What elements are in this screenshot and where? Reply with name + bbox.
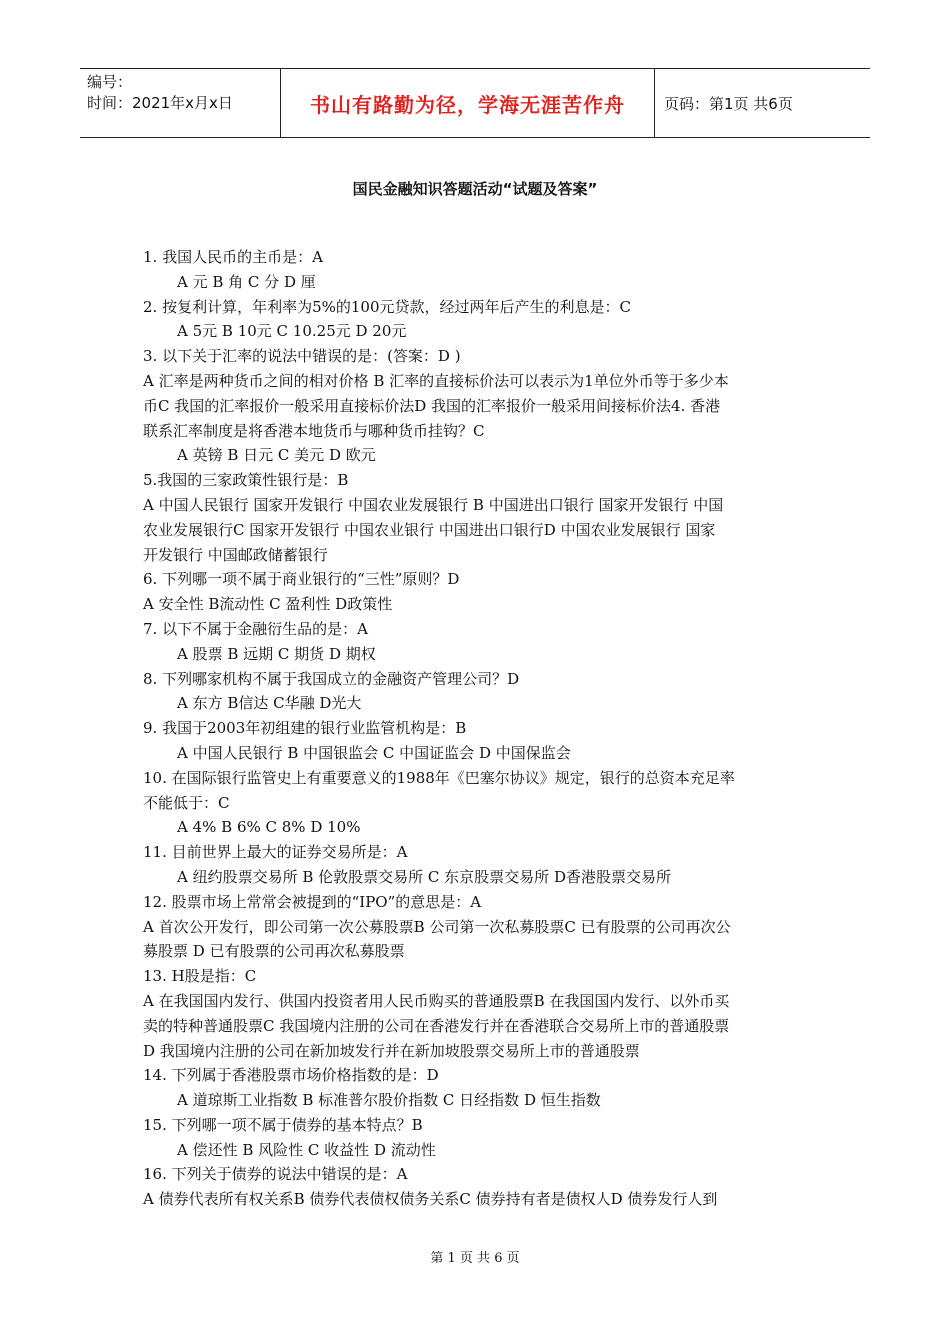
text-line: A 4% B 6% C 8% D 10%: [177, 818, 361, 837]
text-line: A 东方 B信达 C华融 D光大: [177, 694, 362, 713]
text-line: A 纽约股票交易所 B 伦敦股票交易所 C 东京股票交易所 D香港股票交易所: [177, 867, 671, 886]
text-line: 1. 我国人民币的主币是：A: [143, 248, 323, 266]
header-motto: 书山有路勤为径，学海无涯苦作舟: [310, 92, 625, 117]
text-line: A 5元 B 10元 C 10.25元 D 20元: [177, 322, 407, 341]
text-line: 农业发展银行C 国家开发银行 中国农业银行 中国进出口银行D 中国农业发展银行 国家: [143, 520, 716, 539]
text-line: 5.我国的三家政策性银行是：B: [143, 471, 349, 490]
text-line: 联系汇率制度是将香港本地货币与哪种货币挂钩？C: [143, 421, 485, 440]
text-line: 13. H股是指：C: [143, 967, 257, 986]
text-line: A 英镑 B 日元 C 美元 D 欧元: [177, 446, 376, 465]
text-line: 15. 下列哪一项不属于债券的基本特点？B: [143, 1115, 423, 1134]
text-line: 募股票 D 已有股票的公司再次私募股票: [143, 942, 405, 961]
text-line: A 汇率是两种货币之间的相对价格 B 汇率的直接标价法可以表示为1单位外币等于多少本: [143, 371, 729, 390]
text-line: 开发银行 中国邮政储蓄银行: [143, 545, 328, 564]
text-line: 7. 以下不属于金融衍生品的是：A: [143, 619, 368, 638]
text-line: D 我国境内注册的公司在新加坡发行并在新加坡股票交易所上市的普通股票: [143, 1041, 640, 1060]
page-footer: 第 1 页 共 6 页: [430, 1251, 520, 1266]
text-line: 9. 我国于2003年初组建的银行业监管机构是：B: [143, 719, 467, 738]
text-line: 12. 股票市场上常常会被提到的“IPO”的意思是：A: [143, 892, 482, 911]
text-line: 不能低于：C: [143, 793, 230, 812]
text-line: A 元 B 角 C 分 D 厘: [177, 272, 316, 291]
text-line: 11. 目前世界上最大的证券交易所是：A: [143, 843, 408, 862]
text-line: 卖的特种普通股票C 我国境内注册的公司在香港发行并在香港联合交易所上市的普通股票: [143, 1016, 730, 1035]
header-page-info: 页码：第1页 共6页: [664, 94, 793, 113]
text-line: A 安全性 B流动性 C 盈利性 D政策性: [143, 595, 393, 614]
text-line: A 中国人民银行 B 中国银监会 C 中国证监会 D 中国保监会: [177, 743, 571, 762]
text-line: A 道琼斯工业指数 B 标准普尔股价指数 C 日经指数 D 恒生指数: [177, 1091, 601, 1110]
text-line: 币C 我国的汇率报价一般采用直接标价法D 我国的汇率报价一般采用间接标价法4. 香港: [143, 396, 721, 415]
header-motto-cell: [281, 69, 655, 137]
header-meta: [80, 69, 281, 137]
text-line: A 在我国国内发行、供国内投资者用人民币购买的普通股票B 在我国国内发行、以外币买: [143, 991, 730, 1010]
text-line: 3. 以下关于汇率的说法中错误的是：(答案：D ): [143, 347, 461, 366]
text-line: 14. 下列属于香港股票市场价格指数的是：D: [143, 1066, 439, 1085]
page-header: [80, 68, 870, 138]
text-line: 6. 下列哪一项不属于商业银行的“三性”原则？D: [143, 570, 460, 589]
text-line: A 股票 B 远期 C 期货 D 期权: [177, 644, 376, 663]
text-line: A 中国人民银行 国家开发银行 中国农业发展银行 B 中国进出口银行 国家开发银行 中国: [143, 495, 724, 514]
text-line: A 债券代表所有权关系B 债券代表债权债务关系C 债券持有者是债权人D 债券发行人到: [143, 1190, 718, 1209]
document-time-label: 时间：2021年x月x日: [87, 94, 233, 112]
quiz-content: [143, 245, 809, 1212]
text-line: 10. 在国际银行监管史上有重要意义的1988年《巴塞尔协议》规定，银行的总资本充足率: [143, 768, 735, 787]
text-line: 2. 按复利计算，年利率为5%的100元贷款，经过两年后产生的利息是：C: [143, 297, 631, 316]
text-line: A 偿还性 B 风险性 C 收益性 D 流动性: [177, 1140, 436, 1159]
text-line: A 首次公开发行，即公司第一次公募股票B 公司第一次私募股票C 已有股票的公司再次公: [143, 917, 731, 936]
document-number-label: 编号：: [87, 73, 133, 91]
document-title: 国民金融知识答题活动“试题及答案”: [352, 180, 598, 198]
text-line: 8. 下列哪家机构不属于我国成立的金融资产管理公司？D: [143, 669, 520, 688]
text-line: 16. 下列关于债券的说法中错误的是：A: [143, 1165, 408, 1184]
